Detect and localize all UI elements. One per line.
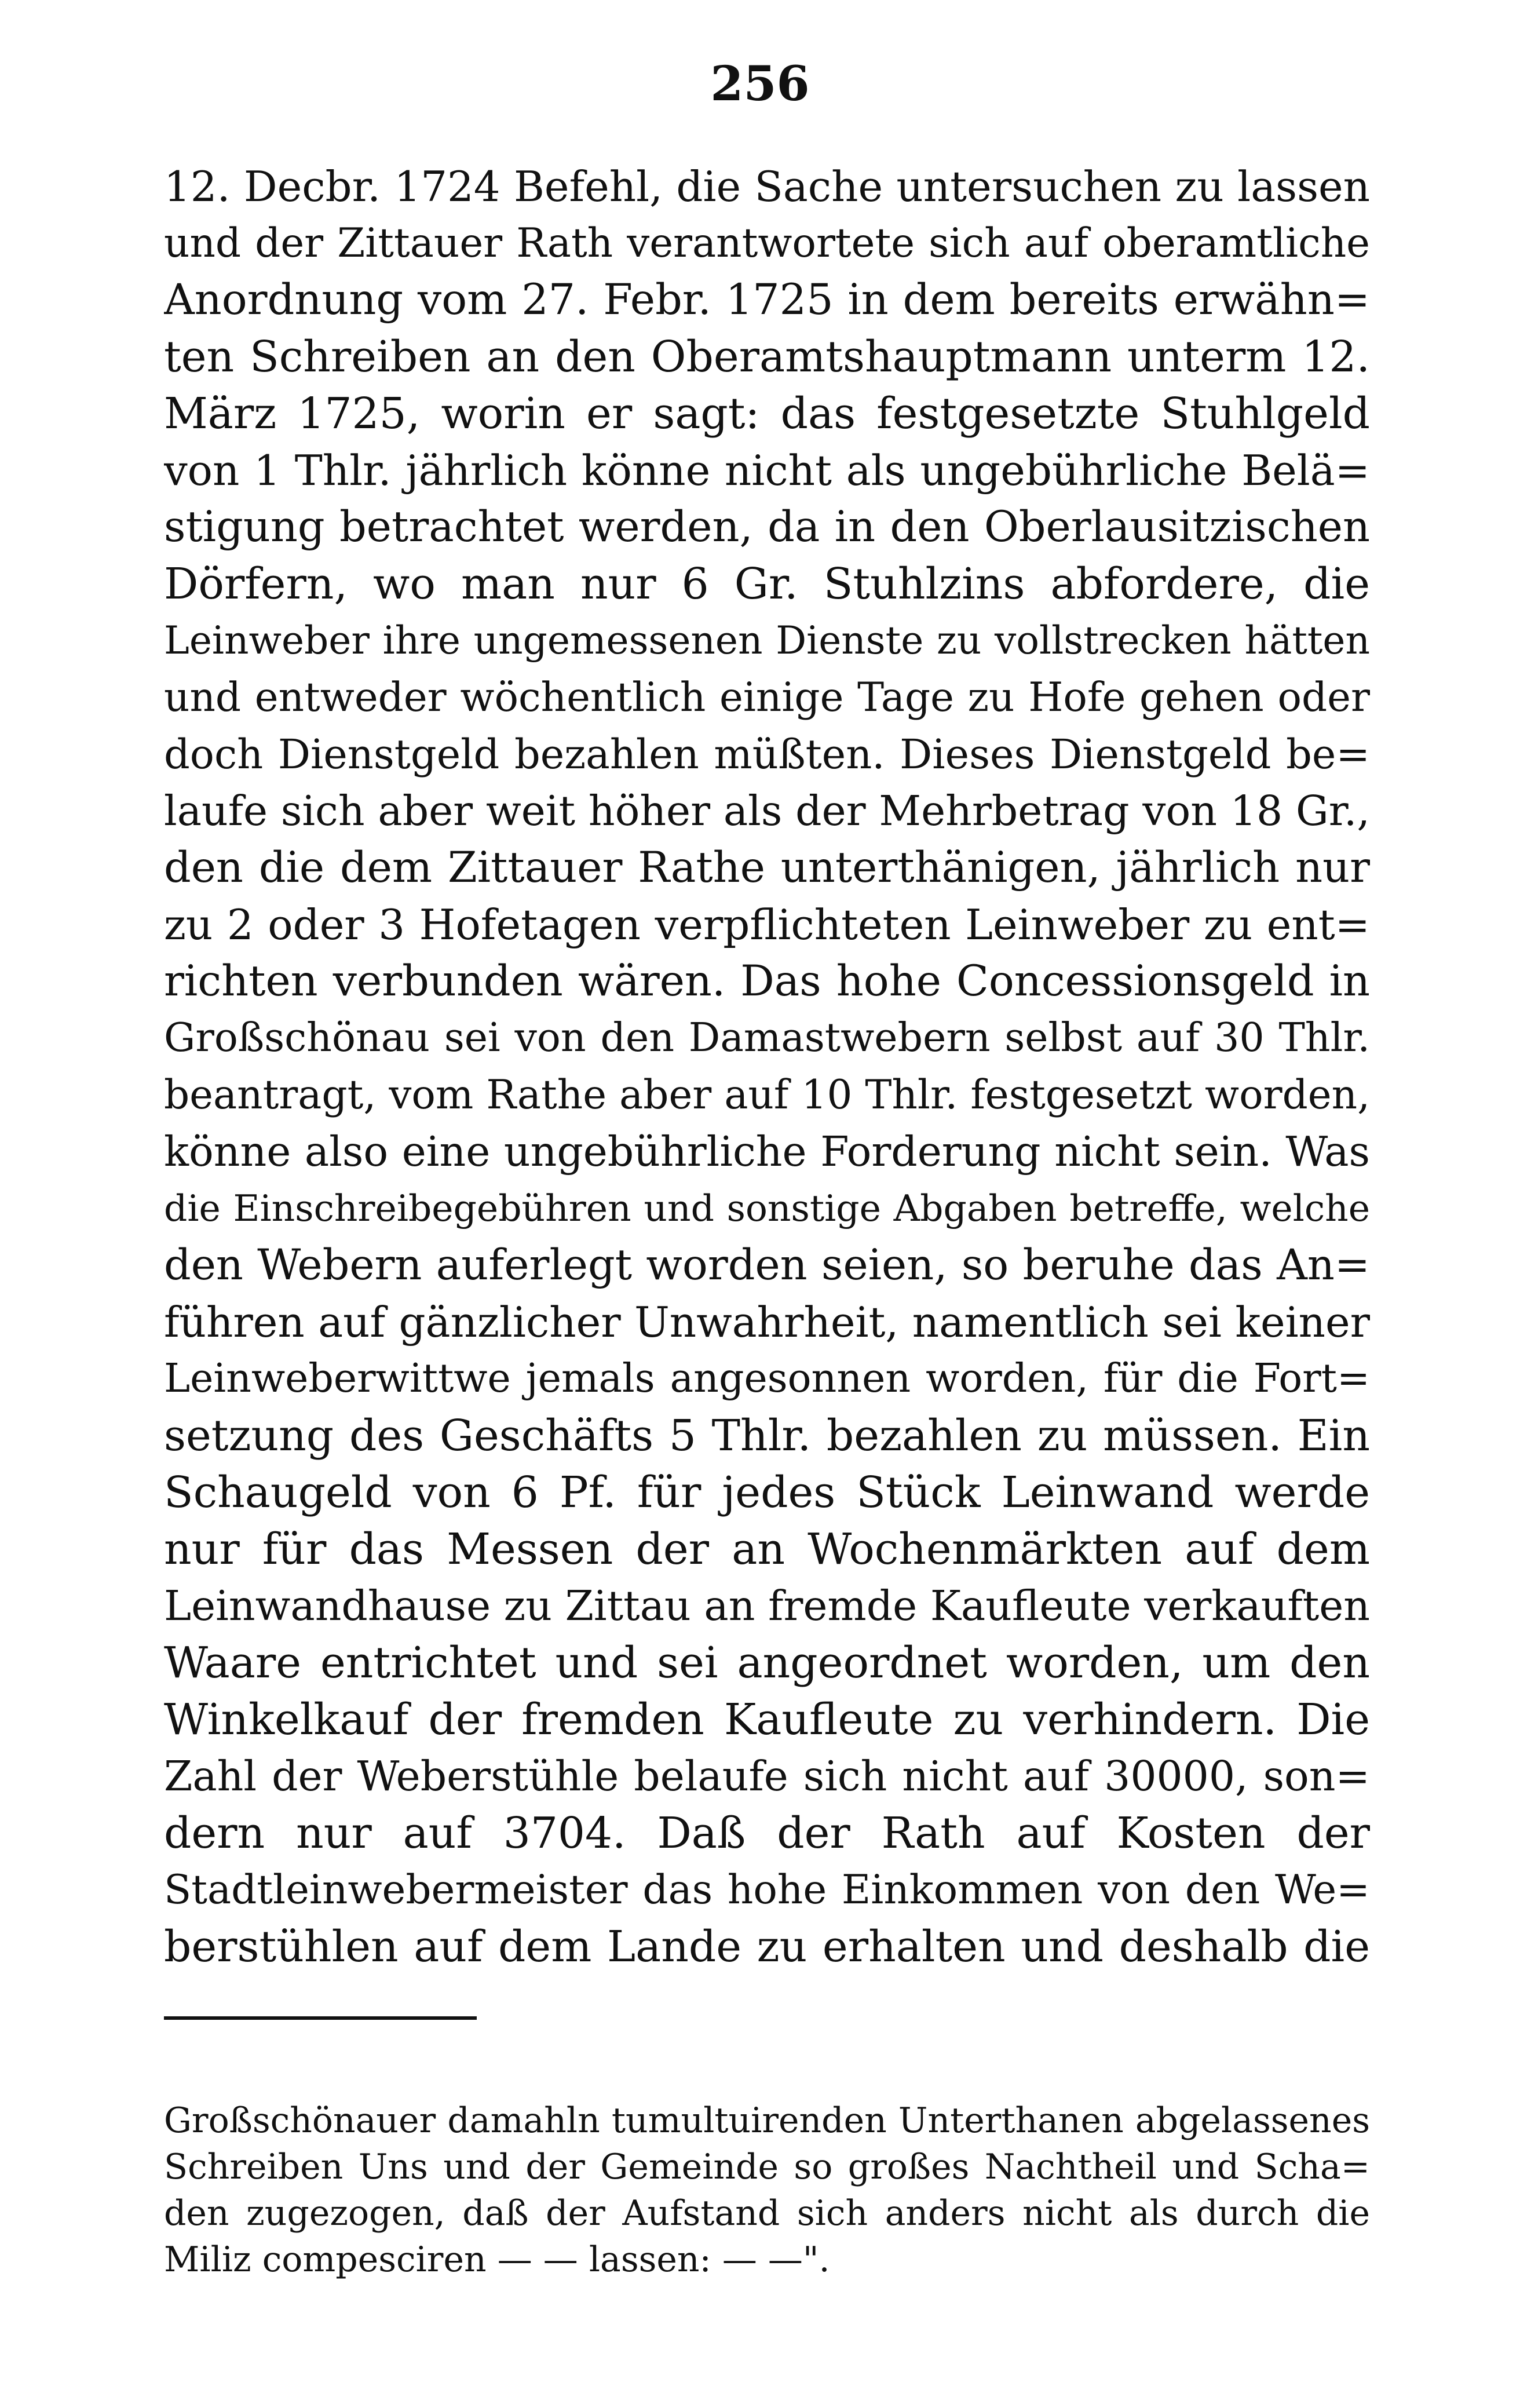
text-line: stigung betrachtet werden, da in den Oberlausitzischen	[164, 502, 1370, 552]
text-line: 12. Decbr. 1724 Befehl, die Sache untersuchen zu lassen	[164, 162, 1370, 211]
footnote-line: Großschönauer damahln tumultuirenden Unterthanen abgelassenes	[164, 2100, 1370, 2141]
text-line: ten Schreiben an den Oberamtshauptmann unterm 12.	[164, 332, 1370, 382]
text-line: den die dem Zittauer Rathe unterthänigen, jährlich nur	[164, 843, 1370, 892]
text-line: Schaugeld von 6 Pf. für jedes Stück Leinwand werde	[164, 1468, 1370, 1517]
text-line: den Webern auferlegt worden seien, so beruhe das An=	[164, 1241, 1370, 1290]
text-line: laufe sich aber weit höher als der Mehrbetrag von 18 Gr.,	[164, 787, 1370, 835]
text-line: beantragt, vom Rathe aber auf 10 Thlr. festgesetzt worden,	[164, 1072, 1370, 1118]
footnote-line: den zugezogen, daß der Aufstand sich anders nicht als durch die	[164, 2193, 1370, 2234]
text-line: Zahl der Weberstühle belaufe sich nicht auf 30000, son=	[164, 1752, 1370, 1800]
text-line: nur für das Messen der an Wochenmärkten auf dem	[164, 1524, 1370, 1574]
text-line: berstühlen auf dem Lande zu erhalten und deshalb die	[164, 1922, 1370, 1972]
text-line: richten verbunden wären. Das hohe Concessionsgeld in	[164, 957, 1370, 1006]
text-line: Waare entrichtet und sei angeordnet worden, um den	[164, 1638, 1370, 1688]
text-line: Stadtleinwebermeister das hohe Einkommen von den We=	[164, 1867, 1370, 1913]
text-line: Winkelkauf der fremden Kaufleute zu verhindern. Die	[164, 1695, 1370, 1745]
text-line: dern nur auf 3704. Daß der Rath auf Kosten der	[164, 1808, 1370, 1858]
page-number: 256	[710, 56, 810, 112]
footnote-line: Miliz compesciren — — lassen: — —".	[164, 2239, 830, 2280]
text-line: von 1 Thlr. jährlich könne nicht als ungebührliche Belä=	[164, 446, 1370, 495]
text-line: Leinweber ihre ungemessenen Dienste zu vollstrecken hätten	[164, 618, 1370, 663]
text-line: die Einschreibegebühren und sonstige Abgaben betreffe, welche	[164, 1187, 1370, 1229]
text-line: setzung des Geschäfts 5 Thlr. bezahlen zu müssen. Ein	[164, 1411, 1370, 1461]
text-line: zu 2 oder 3 Hofetagen verpflichteten Leinweber zu ent=	[164, 900, 1370, 949]
text-line: und der Zittauer Rath verantwortete sich auf oberamtliche	[164, 220, 1370, 267]
text-line: Dörfern, wo man nur 6 Gr. Stuhlzins abfordere, die	[164, 559, 1370, 609]
footnote	[164, 2097, 1370, 2283]
text-line: Leinweberwittwe jemals angesonnen worden, für die Fort=	[164, 1356, 1370, 1402]
footnote-line: Schreiben Uns und der Gemeinde so großes Nachtheil und Scha=	[164, 2147, 1370, 2187]
text-line: März 1725, worin er sagt: das festgesetzte Stuhlgeld	[164, 389, 1370, 439]
text-line: Anordnung vom 27. Febr. 1725 in dem bereits erwähn=	[164, 275, 1370, 324]
footnote-rule	[164, 2016, 477, 2020]
text-line: Großschönau sei von den Damastwebern selbst auf 30 Thlr.	[164, 1015, 1370, 1061]
text-line: könne also eine ungebührliche Forderung nicht sein. Was	[164, 1128, 1370, 1176]
text-line: und entweder wöchentlich einige Tage zu Hofe gehen oder	[164, 674, 1370, 721]
text-line: doch Dienstgeld bezahlen müßten. Dieses Dienstgeld be=	[164, 731, 1370, 778]
body-text	[164, 158, 1370, 1975]
text-line: führen auf gänzlicher Unwahrheit, namentlich sei keiner	[164, 1298, 1370, 1347]
text-line: Leinwandhause zu Zittau an fremde Kaufleute verkauften	[164, 1582, 1370, 1630]
